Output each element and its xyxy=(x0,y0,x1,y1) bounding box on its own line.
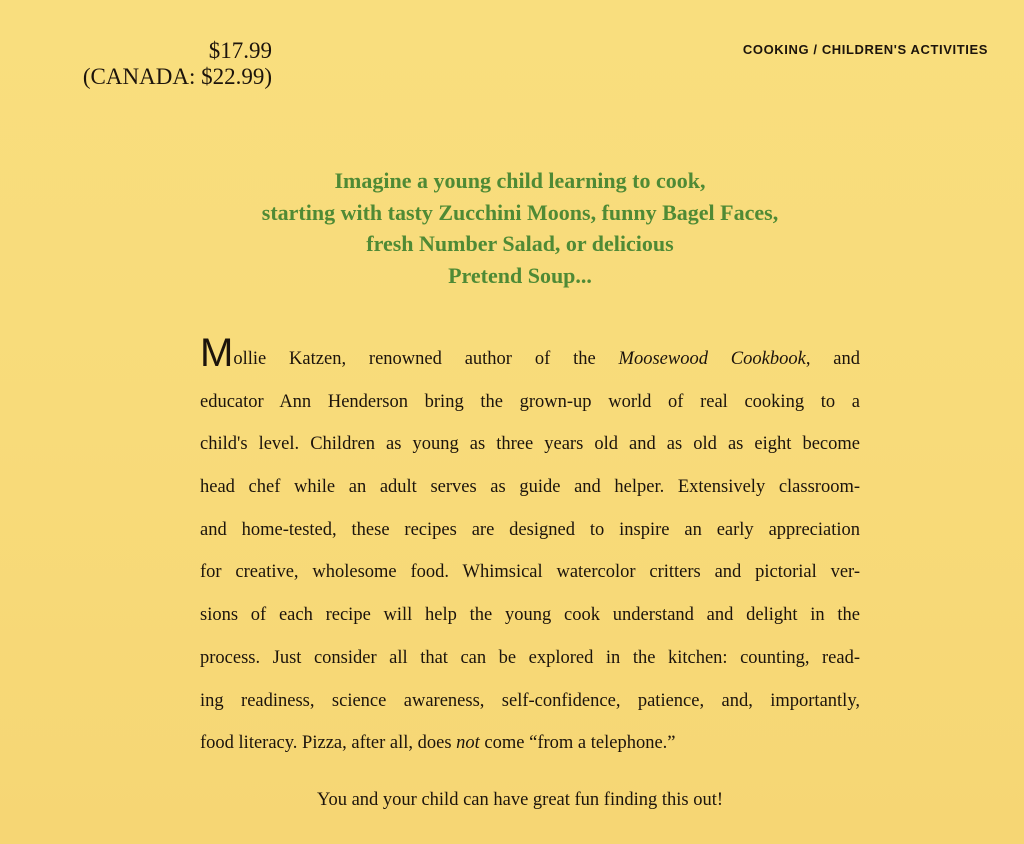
price-us: $17.99 xyxy=(208,38,272,63)
teaser-text xyxy=(160,165,880,291)
body-line-1 xyxy=(200,331,860,381)
teaser-line: starting with tasty Zucchini Moons, funny Bagel Faces, xyxy=(261,199,779,225)
drop-cap: M xyxy=(200,331,234,375)
teaser-line: Imagine a young child learning to cook, xyxy=(334,168,706,193)
description-paragraph xyxy=(200,331,860,765)
price-canada: (CANADA: $22.99) xyxy=(82,64,272,89)
body-line: for creative, wholesome food. Whimsical watercolor critters and pictorial ver- xyxy=(200,562,860,583)
teaser-line: Pretend Soup... xyxy=(448,262,592,288)
body-line: head chef while an adult serves as guide and helper. Extensively classroom- xyxy=(200,477,860,498)
body-line: ing readiness, science awareness, self-confidence, patience, and, importantly, xyxy=(200,690,860,711)
closing-line: You and your child can have great fun finding this out! xyxy=(316,790,724,810)
body-text-fragment: , and xyxy=(805,349,860,369)
body-line: child's level. Children as young as three years old and as old as eight become xyxy=(200,434,860,455)
body-line: sions of each recipe will help the young cook understand and delight in the xyxy=(200,605,860,626)
body-line: process. Just consider all that can be explored in the kitchen: counting, read- xyxy=(200,647,860,668)
body-text-fragment: come “from a telephone.” xyxy=(479,733,676,754)
body-line: and home-tested, these recipes are designed to inspire an early appreciation xyxy=(200,519,860,540)
teaser-line: fresh Number Salad, or delicious xyxy=(366,231,674,256)
body-line: educator Ann Henderson bring the grown-up world of real cooking to a xyxy=(200,391,860,412)
category-label: COOKING / CHILDREN'S ACTIVITIES xyxy=(742,42,988,57)
body-text-fragment: food literacy. Pizza, after all, does xyxy=(200,733,457,754)
body-line-last xyxy=(200,722,860,765)
body-text-fragment: ollie Katzen, renowned author of the xyxy=(233,349,619,369)
book-title: Moosewood Cookbook xyxy=(618,349,806,369)
price-block xyxy=(72,38,272,90)
emphasis-text: not xyxy=(456,733,480,754)
